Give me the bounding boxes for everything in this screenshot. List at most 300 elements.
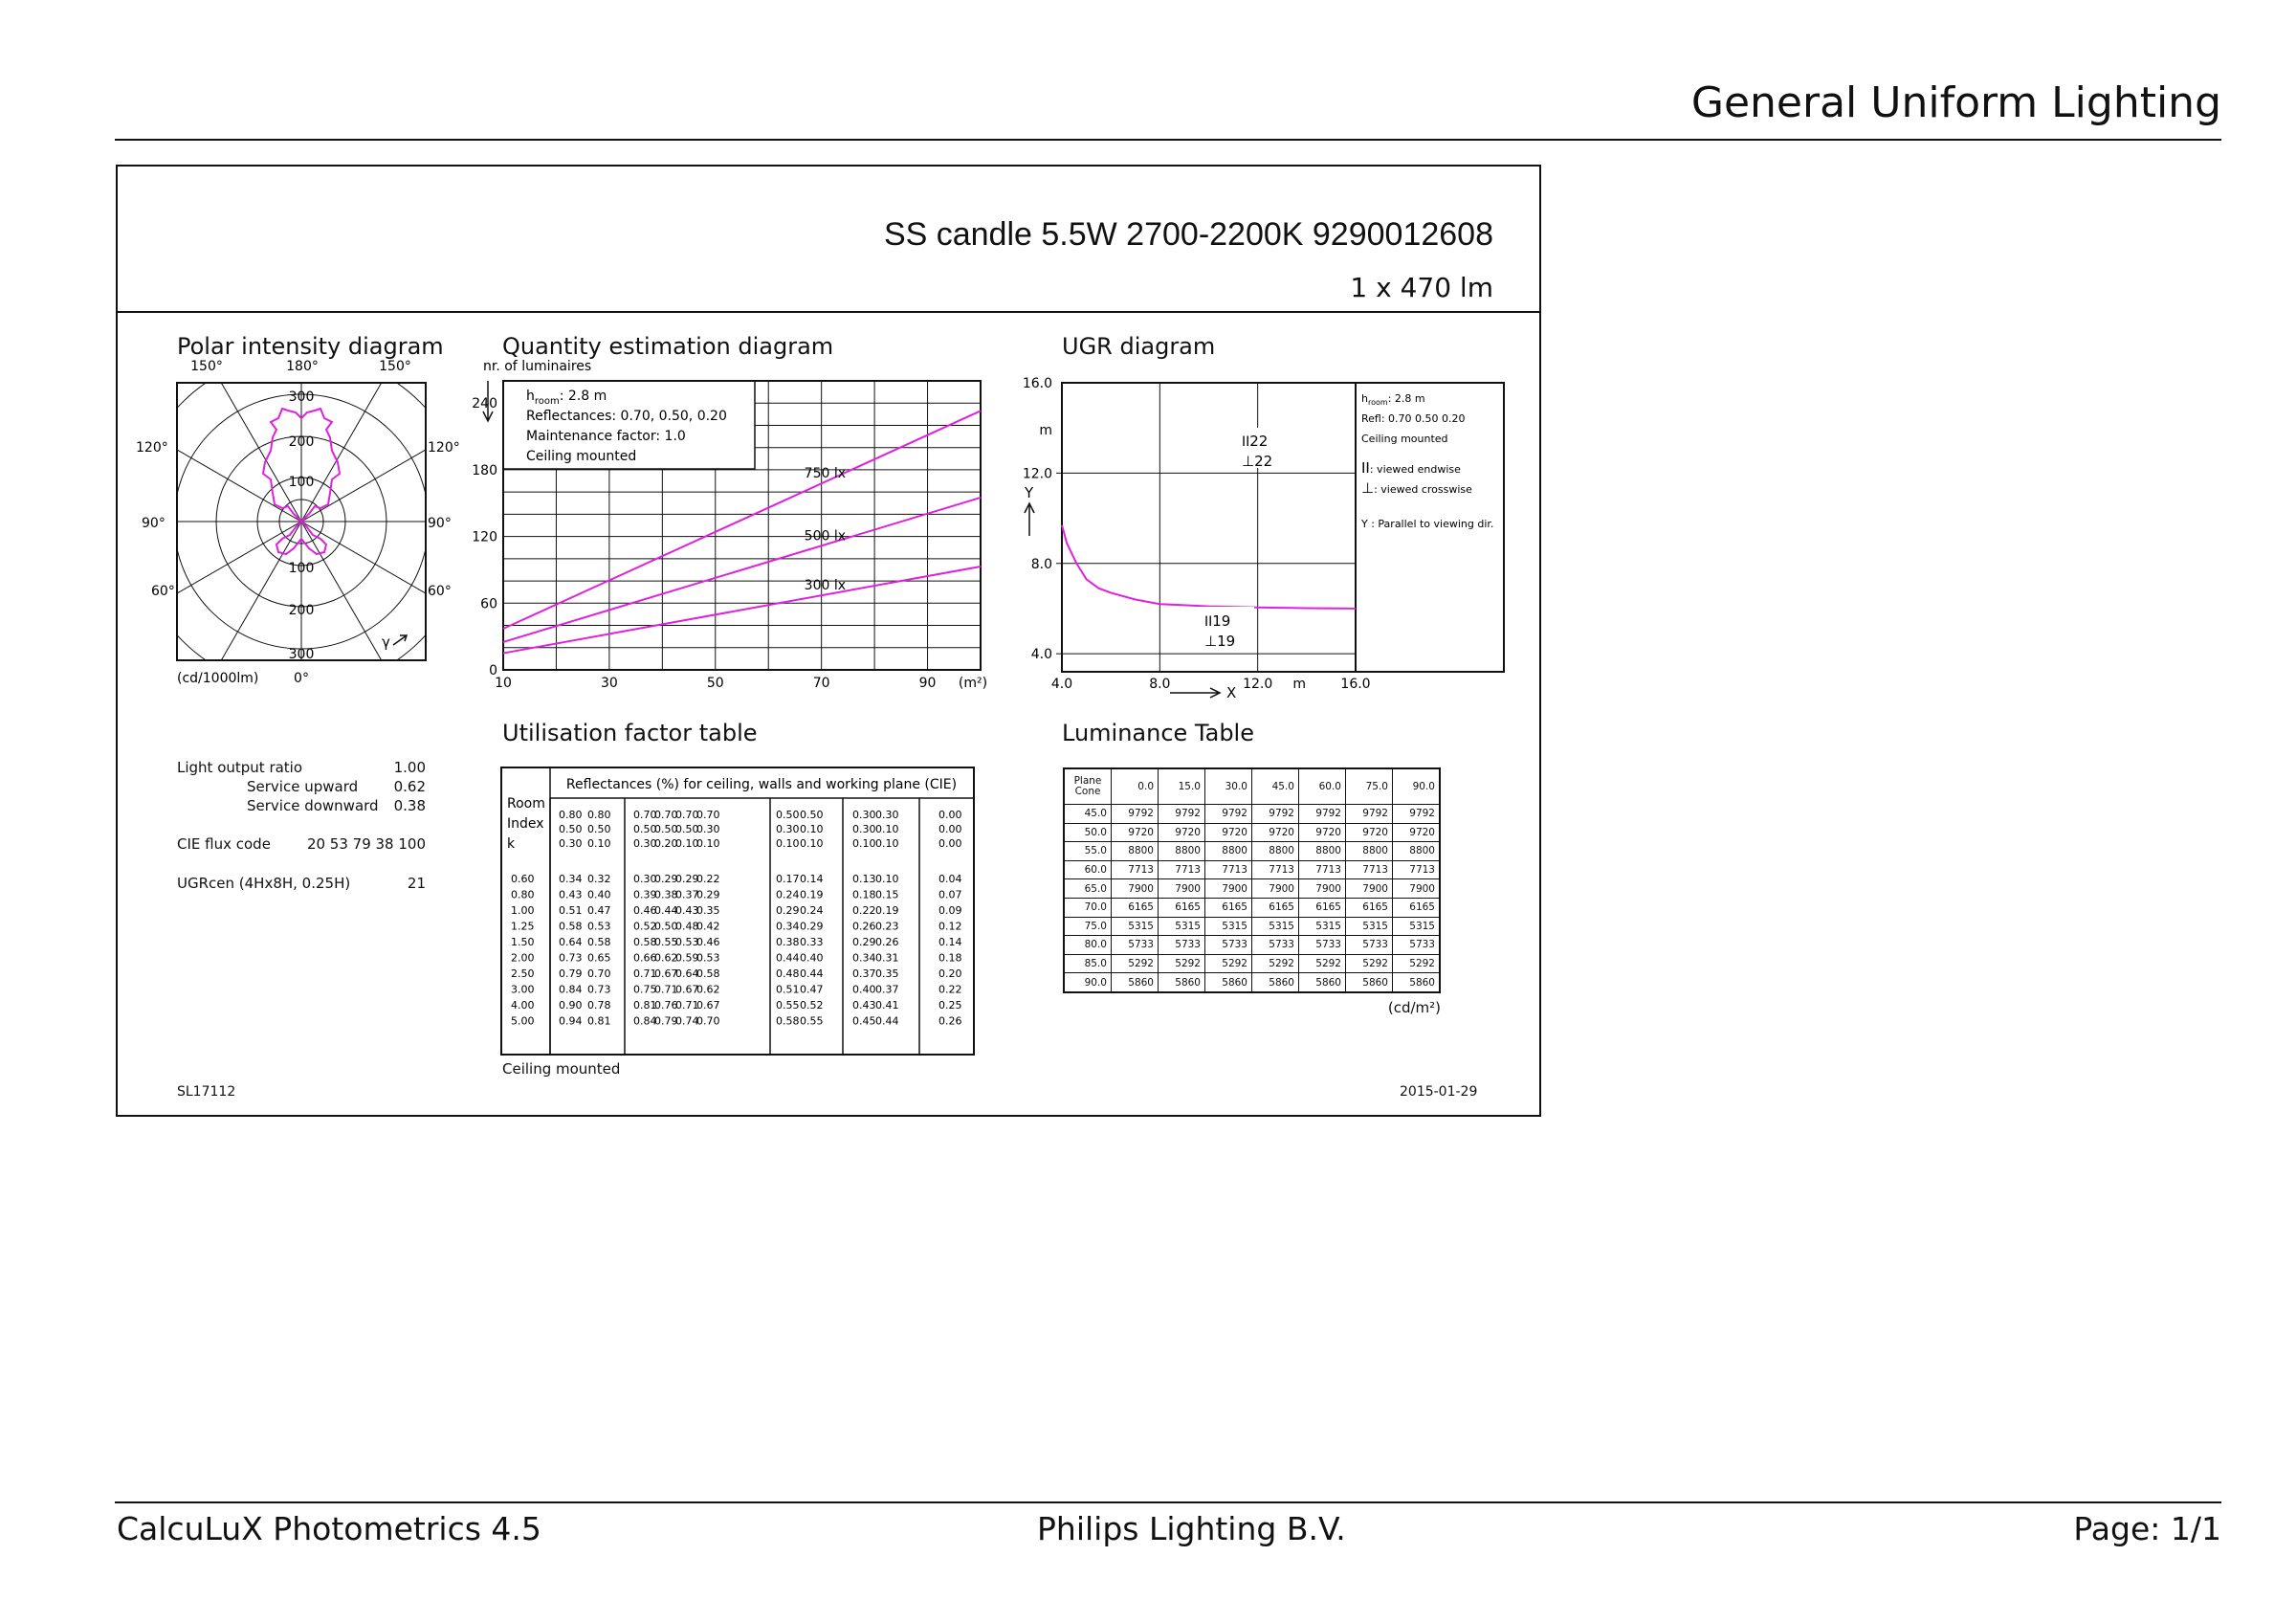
polar-gamma-arrow-icon bbox=[393, 635, 407, 645]
luminance-cell: 5860 bbox=[1299, 973, 1346, 992]
luminance-cell: 8800 bbox=[1252, 842, 1299, 861]
ugr-y-axis-label: Y bbox=[1025, 484, 1034, 501]
uf-value-cell: 0.67 bbox=[654, 967, 678, 980]
uf-value-cell: 0.78 bbox=[587, 999, 611, 1012]
quantity-line-2 bbox=[503, 567, 981, 654]
uf-value-cell: 0.42 bbox=[696, 920, 720, 933]
uf-value-cell: 0.23 bbox=[875, 920, 899, 933]
ugrcen-value: 21 bbox=[407, 875, 426, 892]
uf-value-cell: 0.34 bbox=[852, 951, 876, 965]
uf-k-cell: 0.60 bbox=[511, 873, 535, 885]
uf-value-cell: 0.84 bbox=[633, 1014, 657, 1028]
luminance-cell: 5292 bbox=[1346, 954, 1393, 973]
ugr-upper-endwise: II22 bbox=[1242, 433, 1269, 450]
uf-value-cell: 0.40 bbox=[800, 951, 824, 965]
luminance-cell: 7900 bbox=[1346, 879, 1393, 899]
uf-refl-cell: 0.50 bbox=[559, 823, 583, 835]
frame-title-rule bbox=[116, 311, 1541, 313]
uf-refl-cell: 0.50 bbox=[654, 823, 678, 835]
uf-index-label: Index bbox=[507, 816, 544, 832]
uf-value-cell: 0.29 bbox=[776, 904, 800, 917]
luminance-row bbox=[1064, 954, 1440, 973]
uf-refl-cell: 0.10 bbox=[696, 837, 720, 850]
uf-value-cell: 0.44 bbox=[776, 951, 800, 965]
ugr-x-tick: 16.0 bbox=[1340, 677, 1371, 692]
ugr-x-tick: 12.0 bbox=[1243, 677, 1273, 692]
luminance-row bbox=[1064, 973, 1440, 992]
uf-value-cell: 0.46 bbox=[633, 904, 657, 917]
uf-refl-cell: 0.00 bbox=[938, 837, 962, 850]
quantity-y-tick: 60 bbox=[480, 596, 497, 612]
doc-date: 2015-01-29 bbox=[1400, 1084, 1478, 1100]
uf-refl-cell: 0.30 bbox=[633, 837, 657, 850]
ugr-diagram bbox=[1014, 354, 1512, 699]
uf-value-cell: 0.43 bbox=[675, 904, 699, 917]
luminance-title: Luminance Table bbox=[1062, 720, 1254, 746]
uf-refl-cell: 0.70 bbox=[654, 809, 678, 821]
luminance-row bbox=[1064, 879, 1440, 899]
quantity-info-maintenance: Maintenance factor: 1.0 bbox=[526, 429, 686, 444]
polar-diagram bbox=[134, 354, 460, 689]
ugr-y-tick: 16.0 bbox=[1022, 376, 1052, 391]
uf-value-cell: 0.51 bbox=[559, 904, 583, 917]
uf-value-cell: 0.41 bbox=[875, 999, 899, 1012]
uf-refl-cell: 0.00 bbox=[938, 823, 962, 835]
luminance-cell: 6165 bbox=[1299, 898, 1346, 917]
uf-value-cell: 0.38 bbox=[776, 936, 800, 948]
uf-value-cell: 0.67 bbox=[696, 999, 720, 1012]
luminance-cell: 5315 bbox=[1252, 917, 1299, 936]
luminance-cell: 5860 bbox=[1112, 973, 1159, 992]
polar-angle-0: 0° bbox=[294, 671, 309, 686]
luminance-header-row bbox=[1064, 768, 1440, 805]
ugr-tick-labels bbox=[1023, 376, 1371, 692]
luminaire-name: SS candle 5.5W 2700-2200K 9290012608 bbox=[883, 216, 1493, 253]
luminance-cell: 9720 bbox=[1112, 823, 1159, 842]
uf-refl-cell: 0.70 bbox=[696, 809, 720, 821]
uf-refl-cell: 0.50 bbox=[587, 823, 611, 835]
luminance-cell: 5315 bbox=[1393, 917, 1441, 936]
ugr-y-tick: 12.0 bbox=[1022, 466, 1052, 482]
polar-angle-90-right: 90° bbox=[428, 516, 452, 531]
uf-value-cell: 0.40 bbox=[587, 888, 611, 901]
luminance-cell: 7900 bbox=[1252, 879, 1299, 899]
luminance-cell: 5315 bbox=[1112, 917, 1159, 936]
uf-value-cell: 0.43 bbox=[559, 888, 583, 901]
uf-value-cell: 0.52 bbox=[633, 920, 657, 933]
polar-ring-100-up: 100 bbox=[288, 475, 315, 490]
luminance-cell: 7713 bbox=[1252, 860, 1299, 879]
luminance-body bbox=[1064, 805, 1440, 992]
uf-value-cell: 0.58 bbox=[587, 936, 611, 948]
polar-angle-150-right: 150° bbox=[379, 359, 411, 374]
luminance-cell: 8800 bbox=[1393, 842, 1441, 861]
uf-value-cell: 0.31 bbox=[875, 951, 899, 965]
uf-value-cell: 0.64 bbox=[675, 967, 699, 980]
ugr-curve bbox=[1062, 525, 1356, 609]
uf-value-cell: 0.55 bbox=[654, 936, 678, 948]
uf-k-cell: 1.50 bbox=[511, 936, 535, 948]
luminance-cone-cell: 90.0 bbox=[1064, 973, 1112, 992]
uf-value-cell: 0.37 bbox=[675, 888, 699, 901]
luminance-cell: 7713 bbox=[1393, 860, 1441, 879]
uf-value-cell: 0.73 bbox=[559, 951, 583, 965]
luminance-cell: 8800 bbox=[1112, 842, 1159, 861]
uf-refl-cell: 0.50 bbox=[633, 823, 657, 835]
uf-value-cell: 0.74 bbox=[675, 1014, 699, 1028]
luminance-cell: 5292 bbox=[1299, 954, 1346, 973]
page-title: General Uniform Lighting bbox=[1690, 78, 2221, 127]
uf-value-cell: 0.65 bbox=[587, 951, 611, 965]
luminance-cell: 9720 bbox=[1205, 823, 1252, 842]
ugr-title: UGR diagram bbox=[1062, 333, 1216, 360]
luminance-cell: 5860 bbox=[1393, 973, 1441, 992]
luminance-cell: 9792 bbox=[1252, 805, 1299, 824]
polar-ring-200-down: 200 bbox=[288, 603, 315, 618]
uf-k-cell: 3.00 bbox=[511, 983, 535, 996]
quantity-line-label: 300 lx bbox=[804, 578, 847, 594]
uf-value-cell: 0.24 bbox=[776, 888, 800, 901]
uf-value-cell: 0.10 bbox=[875, 873, 899, 885]
quantity-info-reflectances: Reflectances: 0.70, 0.50, 0.20 bbox=[526, 409, 727, 424]
luminance-cell: 7713 bbox=[1159, 860, 1205, 879]
ugrcen-label: UGRcen (4Hx8H, 0.25H) bbox=[177, 875, 351, 892]
footer-software: CalcuLuX Photometrics 4.5 bbox=[117, 1510, 541, 1547]
polar-ring-200-up: 200 bbox=[288, 434, 315, 450]
ugr-lower-endwise: II19 bbox=[1204, 612, 1231, 630]
quantity-info-hroom: $h_{room}$: 2.8 m bbox=[526, 389, 607, 407]
quantity-title: Quantity estimation diagram bbox=[502, 333, 834, 360]
light-output-ratio-label: Light output ratio bbox=[177, 759, 303, 776]
doc-code: SL17112 bbox=[177, 1084, 236, 1100]
uf-refl-cell: 0.10 bbox=[776, 837, 800, 850]
uf-value-cell: 0.38 bbox=[654, 888, 678, 901]
uf-k-cell: 0.80 bbox=[511, 888, 535, 901]
ugr-legend-mounting: Ceiling mounted bbox=[1361, 433, 1448, 445]
footer-company: Philips Lighting B.V. bbox=[1037, 1510, 1346, 1547]
luminance-cell: 8800 bbox=[1205, 842, 1252, 861]
polar-angle-150-left: 150° bbox=[190, 359, 223, 374]
luminance-cell: 9792 bbox=[1393, 805, 1441, 824]
service-upward-value: 0.62 bbox=[393, 778, 426, 795]
uf-refl-cell: 0.70 bbox=[675, 809, 699, 821]
uf-value-cell: 0.13 bbox=[852, 873, 876, 885]
service-downward-label: Service downward bbox=[247, 797, 379, 814]
uf-value-cell: 0.58 bbox=[696, 967, 720, 980]
quantity-y-tick: 180 bbox=[472, 462, 497, 478]
luminance-row bbox=[1064, 917, 1440, 936]
uf-value-cell: 0.71 bbox=[654, 983, 678, 996]
uf-value-cell: 0.22 bbox=[696, 873, 720, 885]
luminance-cell: 6165 bbox=[1112, 898, 1159, 917]
luminance-cell: 5733 bbox=[1346, 936, 1393, 955]
uf-caption: Reflectances (%) for ceiling, walls and working plane (CIE) bbox=[565, 777, 958, 792]
polar-angle-60-right: 60° bbox=[428, 584, 452, 599]
luminance-row bbox=[1064, 823, 1440, 842]
quantity-info-mounting: Ceiling mounted bbox=[526, 449, 637, 464]
luminance-col-60: 60.0 bbox=[1299, 768, 1346, 805]
uf-value-cell: 0.44 bbox=[654, 904, 678, 917]
uf-value-cell: 0.26 bbox=[938, 1014, 962, 1028]
uf-refl-cell: 0.10 bbox=[852, 837, 876, 850]
uf-value-cell: 0.76 bbox=[654, 999, 678, 1012]
luminance-cell: 9720 bbox=[1299, 823, 1346, 842]
uf-k-cell: 1.00 bbox=[511, 904, 535, 917]
uf-value-cell: 0.35 bbox=[696, 904, 720, 917]
uf-value-cell: 0.33 bbox=[800, 936, 824, 948]
uf-value-cell: 0.71 bbox=[675, 999, 699, 1012]
luminance-cone-cell: 85.0 bbox=[1064, 954, 1112, 973]
uf-value-cell: 0.18 bbox=[852, 888, 876, 901]
uf-value-cell: 0.07 bbox=[938, 888, 962, 901]
luminaire-lamps: 1 x 470 lm bbox=[1350, 272, 1493, 303]
uf-value-cell: 0.18 bbox=[938, 951, 962, 965]
luminance-cell: 9792 bbox=[1159, 805, 1205, 824]
quantity-y-tick: 240 bbox=[472, 396, 497, 412]
uf-value-cell: 0.29 bbox=[852, 936, 876, 948]
luminance-cell: 9720 bbox=[1346, 823, 1393, 842]
quantity-x-tick: 30 bbox=[600, 676, 618, 691]
uf-k-label: k bbox=[507, 836, 516, 852]
luminance-cell: 5292 bbox=[1205, 954, 1252, 973]
quantity-line-label: 750 lx bbox=[804, 466, 847, 482]
uf-value-cell: 0.48 bbox=[776, 967, 800, 980]
luminance-col-0: 0.0 bbox=[1112, 768, 1159, 805]
uf-value-cell: 0.71 bbox=[633, 967, 657, 980]
ugr-x-axis-label: X bbox=[1226, 684, 1237, 701]
quantity-x-tick: 90 bbox=[918, 676, 937, 691]
uf-value-cell: 0.29 bbox=[675, 873, 699, 885]
luminance-cell: 9792 bbox=[1346, 805, 1393, 824]
luminance-cell: 5292 bbox=[1393, 954, 1441, 973]
luminance-cell: 9720 bbox=[1252, 823, 1299, 842]
luminance-cell: 9720 bbox=[1159, 823, 1205, 842]
uf-value-cell: 0.52 bbox=[800, 999, 824, 1012]
luminance-col-30: 30.0 bbox=[1205, 768, 1252, 805]
polar-gamma: γ bbox=[382, 634, 390, 651]
luminance-cell: 7900 bbox=[1159, 879, 1205, 899]
uf-value-cell: 0.53 bbox=[696, 951, 720, 965]
luminance-cell: 7900 bbox=[1393, 879, 1441, 899]
uf-value-cell: 0.25 bbox=[938, 999, 962, 1012]
ugr-lower-crosswise: ⊥19 bbox=[1204, 633, 1236, 650]
uf-value-cell: 0.73 bbox=[587, 983, 611, 996]
uf-value-cell: 0.14 bbox=[800, 873, 824, 885]
uf-value-cell: 0.79 bbox=[559, 967, 583, 980]
uf-value-cell: 0.48 bbox=[675, 920, 699, 933]
footer-rule bbox=[115, 1501, 2221, 1503]
uf-value-cell: 0.19 bbox=[800, 888, 824, 901]
polar-angle-180: 180° bbox=[286, 359, 319, 374]
uf-refl-cell: 0.10 bbox=[675, 837, 699, 850]
luminance-cell: 8800 bbox=[1346, 842, 1393, 861]
luminance-cell: 9792 bbox=[1112, 805, 1159, 824]
ugr-legend-ydir: Y : Parallel to viewing dir. bbox=[1361, 518, 1494, 530]
uf-refl-cell: 0.10 bbox=[875, 823, 899, 835]
luminance-cell: 6165 bbox=[1393, 898, 1441, 917]
luminance-cell: 7713 bbox=[1205, 860, 1252, 879]
uf-refl-cell: 0.50 bbox=[675, 823, 699, 835]
uf-value-cell: 0.19 bbox=[875, 904, 899, 917]
luminance-cell: 7900 bbox=[1112, 879, 1159, 899]
uf-mount: Ceiling mounted bbox=[502, 1060, 621, 1078]
luminance-row bbox=[1064, 936, 1440, 955]
polar-angle-120-right: 120° bbox=[428, 440, 460, 456]
ugr-x-tick: 4.0 bbox=[1050, 677, 1073, 692]
uf-value-cell: 0.30 bbox=[633, 873, 657, 885]
uf-refl-cell: 0.10 bbox=[800, 837, 824, 850]
cie-flux-code-label: CIE flux code bbox=[177, 835, 271, 853]
uf-value-cell: 0.26 bbox=[875, 936, 899, 948]
ugr-y-unit: m bbox=[1039, 423, 1052, 438]
service-upward-label: Service upward bbox=[247, 778, 359, 795]
luminance-cell: 8800 bbox=[1299, 842, 1346, 861]
polar-ring-300-down: 300 bbox=[288, 647, 315, 662]
luminance-cell: 5860 bbox=[1205, 973, 1252, 992]
uf-value-cell: 0.29 bbox=[696, 888, 720, 901]
uf-refl-cell: 0.80 bbox=[559, 809, 583, 821]
luminance-corner: Plane Cone bbox=[1064, 768, 1112, 805]
luminance-cell: 7713 bbox=[1299, 860, 1346, 879]
uf-value-cell: 0.70 bbox=[696, 1014, 720, 1028]
utilisation-table bbox=[497, 764, 985, 1079]
quantity-y-tick: 120 bbox=[472, 529, 497, 545]
uf-value-cell: 0.70 bbox=[587, 967, 611, 980]
luminance-cone-cell: 50.0 bbox=[1064, 823, 1112, 842]
ugr-x-arrow-icon bbox=[1170, 688, 1220, 698]
uf-value-cell: 0.64 bbox=[559, 936, 583, 948]
uf-value-cell: 0.51 bbox=[776, 983, 800, 996]
uf-refl-cell: 0.30 bbox=[776, 823, 800, 835]
uf-value-cell: 0.14 bbox=[938, 936, 962, 948]
luminance-cell: 7713 bbox=[1346, 860, 1393, 879]
uf-value-cell: 0.50 bbox=[654, 920, 678, 933]
luminance-row bbox=[1064, 805, 1440, 824]
uf-value-cell: 0.66 bbox=[633, 951, 657, 965]
luminance-cell: 5733 bbox=[1299, 936, 1346, 955]
uf-value-cell: 0.58 bbox=[559, 920, 583, 933]
utilisation-title: Utilisation factor table bbox=[502, 720, 758, 746]
luminance-cell: 5733 bbox=[1205, 936, 1252, 955]
luminance-cell: 8800 bbox=[1159, 842, 1205, 861]
quantity-diagram bbox=[469, 354, 1004, 699]
uf-value-cell: 0.79 bbox=[654, 1014, 678, 1028]
uf-value-cell: 0.37 bbox=[875, 983, 899, 996]
uf-k-cell: 4.00 bbox=[511, 999, 535, 1012]
cie-flux-code-value: 20 53 79 38 100 bbox=[306, 835, 426, 853]
ugr-y-tick: 8.0 bbox=[1030, 556, 1052, 572]
uf-refl-cell: 0.10 bbox=[875, 837, 899, 850]
ugr-legend-refl: Refl: 0.70 0.50 0.20 bbox=[1361, 412, 1466, 425]
uf-value-cell: 0.29 bbox=[654, 873, 678, 885]
ugr-x-tick: 8.0 bbox=[1149, 677, 1171, 692]
ugr-legend-hroom: $h_{room}$: 2.8 m bbox=[1361, 392, 1425, 407]
luminance-cell: 7713 bbox=[1112, 860, 1159, 879]
uf-value-cell: 0.35 bbox=[875, 967, 899, 980]
luminance-cell: 6165 bbox=[1252, 898, 1299, 917]
uf-value-cell: 0.22 bbox=[852, 904, 876, 917]
uf-value-cell: 0.55 bbox=[776, 999, 800, 1012]
uf-value-cell: 0.53 bbox=[675, 936, 699, 948]
luminance-cell: 7900 bbox=[1299, 879, 1346, 899]
quantity-x-tick: 70 bbox=[812, 676, 830, 691]
uf-value-cell: 0.04 bbox=[938, 873, 962, 885]
luminance-cell: 5315 bbox=[1346, 917, 1393, 936]
uf-value-cell: 0.24 bbox=[800, 904, 824, 917]
ugr-legend-crosswise: ⊥: viewed crosswise bbox=[1361, 479, 1472, 497]
luminance-col-15: 15.0 bbox=[1159, 768, 1205, 805]
uf-value-cell: 0.43 bbox=[852, 999, 876, 1012]
uf-refl-cell: 0.10 bbox=[800, 823, 824, 835]
uf-value-cell: 0.67 bbox=[675, 983, 699, 996]
polar-ring-300-up: 300 bbox=[288, 389, 315, 405]
header-rule bbox=[115, 139, 2221, 141]
luminance-cone-cell: 65.0 bbox=[1064, 879, 1112, 899]
luminance-cell: 9792 bbox=[1205, 805, 1252, 824]
uf-value-cell: 0.53 bbox=[587, 920, 611, 933]
uf-value-cell: 0.94 bbox=[559, 1014, 583, 1028]
uf-value-cell: 0.22 bbox=[938, 983, 962, 996]
uf-value-cell: 0.26 bbox=[852, 920, 876, 933]
uf-value-cell: 0.81 bbox=[633, 999, 657, 1012]
uf-value-cell: 0.32 bbox=[587, 873, 611, 885]
luminance-table-wrap bbox=[1063, 767, 1441, 1016]
uf-value-cell: 0.40 bbox=[852, 983, 876, 996]
luminance-cell: 5315 bbox=[1159, 917, 1205, 936]
luminance-cell: 5292 bbox=[1112, 954, 1159, 973]
uf-refl-cell: 0.00 bbox=[938, 809, 962, 821]
luminance-row bbox=[1064, 860, 1440, 879]
luminance-cell: 5315 bbox=[1299, 917, 1346, 936]
uf-value-cell: 0.45 bbox=[852, 1014, 876, 1028]
luminance-cell: 5733 bbox=[1393, 936, 1441, 955]
luminance-cone-cell: 55.0 bbox=[1064, 842, 1112, 861]
uf-value-cell: 0.90 bbox=[559, 999, 583, 1012]
ugr-x-tick: m bbox=[1292, 677, 1306, 692]
uf-refl-cell: 0.30 bbox=[852, 809, 876, 821]
uf-value-cell: 0.62 bbox=[654, 951, 678, 965]
uf-refl-cell: 0.80 bbox=[587, 809, 611, 821]
uf-refl-cell: 0.30 bbox=[559, 837, 583, 850]
uf-value-cell: 0.59 bbox=[675, 951, 699, 965]
luminance-col-90: 90.0 bbox=[1393, 768, 1441, 805]
quantity-line-label: 500 lx bbox=[804, 528, 847, 545]
uf-k-cell: 2.50 bbox=[511, 967, 535, 980]
polar-angle-60-left: 60° bbox=[151, 584, 175, 599]
luminance-row bbox=[1064, 898, 1440, 917]
uf-value-cell: 0.15 bbox=[875, 888, 899, 901]
uf-value-cell: 0.81 bbox=[587, 1014, 611, 1028]
luminance-cone-cell: 80.0 bbox=[1064, 936, 1112, 955]
ugr-y-arrow-icon bbox=[1025, 503, 1034, 536]
uf-refl-cell: 0.30 bbox=[696, 823, 720, 835]
service-downward-value: 0.38 bbox=[393, 797, 426, 814]
ugr-legend-endwise: II: viewed endwise bbox=[1361, 459, 1461, 477]
luminance-cone-cell: 75.0 bbox=[1064, 917, 1112, 936]
luminance-unit: (cd/m²) bbox=[1387, 998, 1441, 1016]
uf-refl-cell: 0.30 bbox=[875, 809, 899, 821]
luminance-cell: 5292 bbox=[1252, 954, 1299, 973]
polar-unit: (cd/1000lm) bbox=[177, 671, 259, 686]
luminance-col-45: 45.0 bbox=[1252, 768, 1299, 805]
uf-value-cell: 0.47 bbox=[587, 904, 611, 917]
quantity-x-tick: 10 bbox=[495, 676, 512, 691]
luminance-row bbox=[1064, 842, 1440, 861]
luminance-cell: 6165 bbox=[1159, 898, 1205, 917]
uf-value-cell: 0.44 bbox=[875, 1014, 899, 1028]
luminance-col-75: 75.0 bbox=[1346, 768, 1393, 805]
luminance-cell: 5315 bbox=[1205, 917, 1252, 936]
